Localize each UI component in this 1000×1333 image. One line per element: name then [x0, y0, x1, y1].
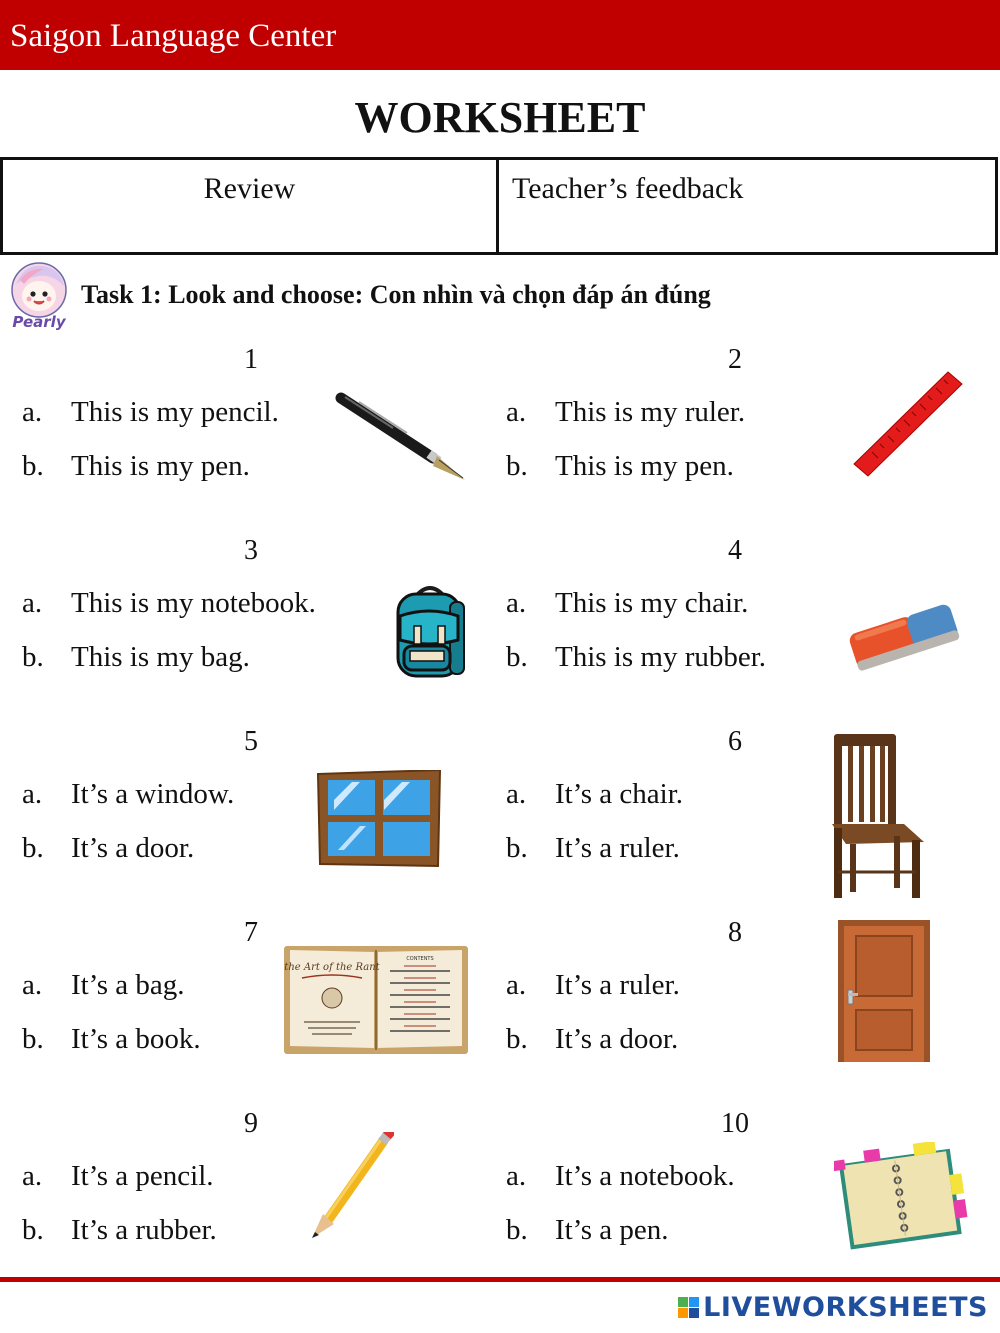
option-letter: b. [22, 450, 44, 482]
option-letter: b. [506, 641, 528, 673]
option-b[interactable] [22, 450, 250, 483]
option-text: It’s a bag. [71, 969, 185, 1001]
backpack-icon [392, 582, 468, 680]
option-text: This is my pen. [71, 450, 250, 482]
option-letter: b. [506, 1214, 528, 1246]
worksheet-title: WORKSHEET [354, 93, 646, 142]
option-a[interactable] [22, 396, 279, 429]
option-text: It’s a notebook. [555, 1160, 735, 1192]
option-a[interactable] [22, 587, 316, 620]
option-letter: a. [506, 969, 527, 1001]
pearly-mascot-logo [2, 260, 76, 332]
option-a[interactable] [22, 1160, 214, 1193]
option-a[interactable] [22, 969, 185, 1002]
review-label: Review [203, 172, 296, 205]
option-b[interactable] [506, 450, 734, 483]
option-letter: a. [506, 396, 527, 428]
option-b[interactable] [22, 1023, 201, 1056]
footer-rule [0, 1277, 1000, 1282]
option-text: This is my chair. [555, 587, 749, 619]
option-text: This is my bag. [71, 641, 250, 673]
book-icon [284, 944, 468, 1056]
option-text: This is my notebook. [71, 587, 316, 619]
option-letter: a. [22, 396, 43, 428]
option-text: It’s a window. [71, 778, 235, 810]
option-a[interactable] [506, 587, 748, 620]
question-number: 10 [721, 1108, 749, 1139]
header-bar [0, 0, 1000, 70]
option-text: This is my ruler. [555, 396, 746, 428]
option-letter: b. [506, 832, 528, 864]
liveworksheets-wordmark: LIVEWORKSHEETS [703, 1292, 988, 1323]
option-b[interactable] [506, 1214, 669, 1247]
option-b[interactable] [506, 1023, 678, 1056]
option-a[interactable] [22, 778, 234, 811]
option-text: This is my pencil. [71, 396, 279, 428]
option-a[interactable] [506, 969, 680, 1002]
option-text: It’s a door. [71, 832, 195, 864]
option-b[interactable] [22, 1214, 217, 1247]
option-text: This is my pen. [555, 450, 734, 482]
option-text: It’s a ruler. [555, 969, 680, 1001]
brand-name: Saigon Language Center [10, 18, 337, 54]
pencil-icon [306, 1132, 394, 1242]
book-cover-title: the Art of the Rant [284, 962, 380, 973]
option-text: It’s a pencil. [71, 1160, 214, 1192]
option-text: It’s a door. [555, 1023, 679, 1055]
option-text: It’s a chair. [555, 778, 684, 810]
notebook-icon [834, 1142, 968, 1252]
eraser-icon [844, 596, 964, 672]
option-letter: b. [506, 1023, 528, 1055]
option-b[interactable] [506, 832, 680, 865]
question-number: 5 [244, 726, 258, 757]
question-number: 8 [728, 917, 742, 948]
feedback-table [0, 157, 998, 255]
option-letter: b. [22, 1214, 44, 1246]
chair-icon [824, 732, 928, 902]
book-contents-label: CONTENTS [406, 956, 434, 962]
liveworksheets-icon [678, 1295, 700, 1321]
option-a[interactable] [506, 778, 683, 811]
teacher-feedback-cell[interactable] [499, 160, 995, 252]
question-number: 6 [728, 726, 742, 757]
option-b[interactable] [22, 641, 250, 674]
door-icon [838, 920, 930, 1062]
option-letter: b. [506, 450, 528, 482]
option-text: This is my rubber. [555, 641, 767, 673]
liveworksheets-logo[interactable] [678, 1292, 988, 1323]
teacher-feedback-label: Teacher’s feedback [512, 172, 744, 205]
option-letter: a. [22, 969, 43, 1001]
option-letter: b. [22, 641, 44, 673]
pen-icon [333, 388, 469, 484]
option-letter: a. [22, 1160, 43, 1192]
option-letter: a. [506, 587, 527, 619]
option-letter: b. [22, 1023, 44, 1055]
option-b[interactable] [506, 641, 766, 674]
mascot-text: Pearly [12, 313, 66, 331]
option-text: It’s a book. [71, 1023, 201, 1055]
question-number: 2 [728, 344, 742, 375]
question-number: 3 [244, 535, 258, 566]
option-letter: a. [22, 778, 43, 810]
ruler-icon [852, 370, 964, 480]
question-number: 4 [728, 535, 742, 566]
question-number: 9 [244, 1108, 258, 1139]
option-a[interactable] [506, 396, 745, 429]
option-text: It’s a ruler. [555, 832, 680, 864]
review-cell[interactable] [3, 160, 499, 252]
question-number: 1 [244, 344, 258, 375]
option-letter: a. [506, 1160, 527, 1192]
option-text: It’s a rubber. [71, 1214, 217, 1246]
option-letter: b. [22, 832, 44, 864]
option-b[interactable] [22, 832, 194, 865]
question-number: 7 [244, 917, 258, 948]
option-letter: a. [22, 587, 43, 619]
window-icon [316, 770, 442, 868]
task-instruction: Task 1: Look and choose: Con nhìn và chọn đáp án đúng [81, 280, 711, 309]
option-a[interactable] [506, 1160, 735, 1193]
option-text: It’s a pen. [555, 1214, 669, 1246]
option-letter: a. [506, 778, 527, 810]
